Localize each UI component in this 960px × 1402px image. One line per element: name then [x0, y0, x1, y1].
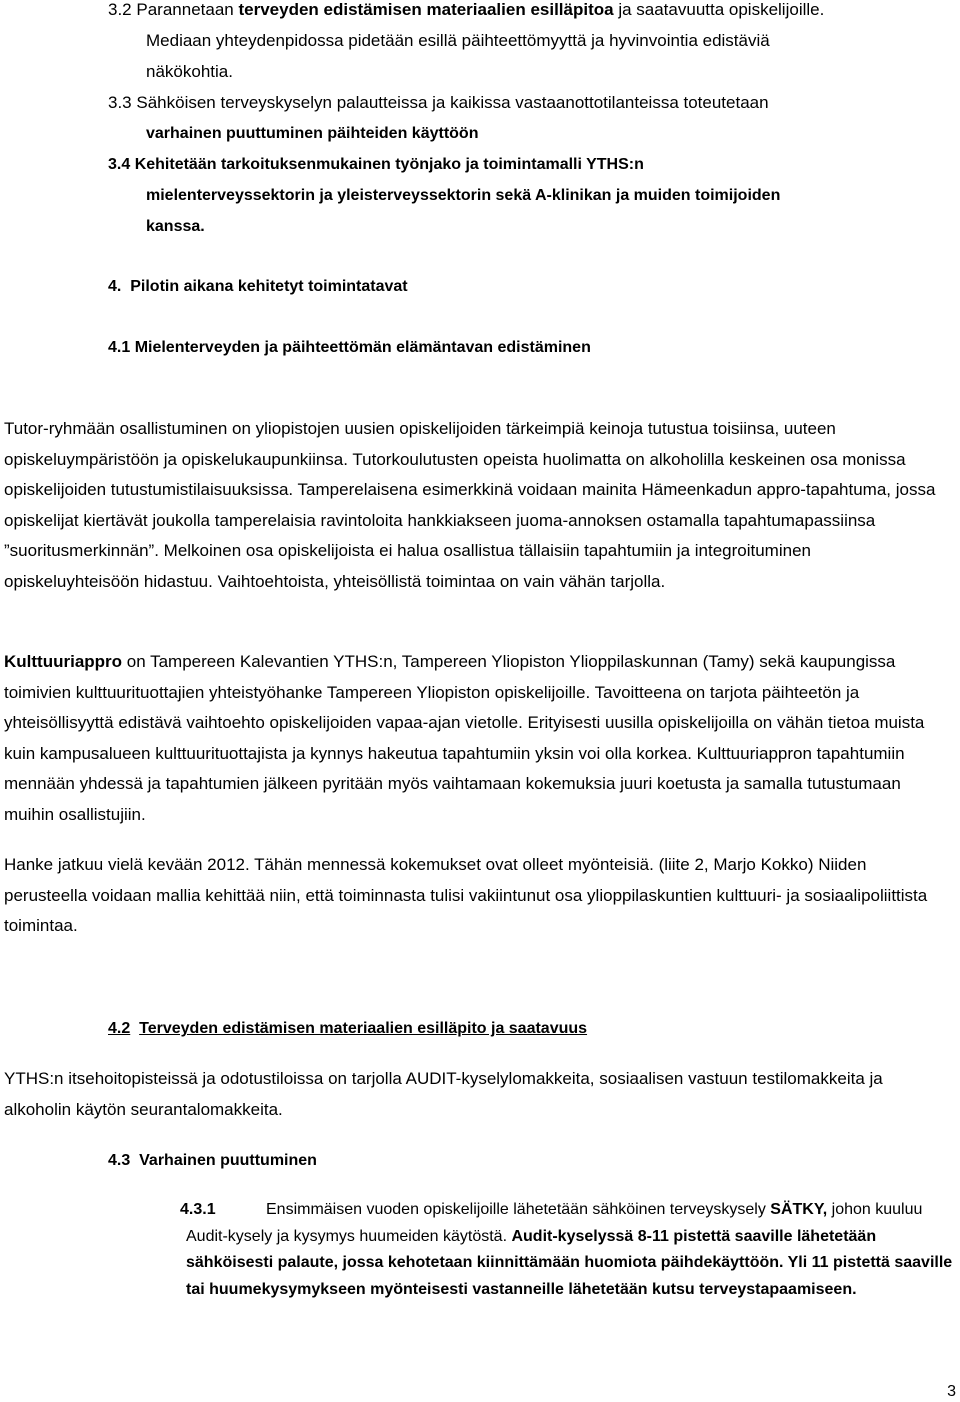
list-text: Kehitetään tarkoituksenmukainen työnjako ja toimintamalli YTHS:n — [134, 156, 644, 173]
subsection-number: 4.3.1 — [180, 1201, 216, 1218]
list-item-3-2-line2: Mediaan yhteydenpidossa pidetään esillä päihteettömyyttä ja hyvinvointia edistäviä — [146, 31, 770, 50]
section-title: Pilotin aikana kehitetyt toimintatavat — [130, 278, 408, 295]
list-item-3-3-line2: varhainen puuttuminen päihteiden käyttöön — [146, 125, 479, 142]
list-item-3-2-line3: näkökohtia. — [146, 62, 233, 81]
section-number: 4.2 — [108, 1020, 131, 1037]
list-text: Sähköisen terveyskyselyn palautteissa ja kaikissa vastaanottotilanteissa toteutetaan — [136, 93, 769, 112]
page-number: 3 — [947, 1383, 956, 1400]
list-text: ja saatavuutta opiskelijoille. — [613, 0, 825, 19]
paragraph-tutor: Tutor-ryhmään osallistuminen on yliopistojen uusien opiskelijoiden tärkeimpiä keinoja tutustua toisiinsa, uuteen opiskeluympäristöön ja opiskelukaupunkiinsa. Tutorkoulutusten opeista huolimatta on alkoholilla keskeinen osa monissa opiskelijoiden tutustumistilaisuuksissa. Tamperelaisena esimerkkinä voidaan mainita Hämeenkadun appro-tapahtuma, jossa opiskelijat kiertävät joukolla tamperelaisia ravintoloita hankkiakseen juoma-annoksen ostamalla tapahtumapassiinsa ”suoritusmerkinnän”. Melkoinen osa opiskelijoista ei halua osallistua tällaisiin tapahtumiin ja integroituminen opiskeluyhteisöön hidastuu. Vaihtoehtoista, yhteisöllistä toimintaa on vain vähän tarjolla. — [4, 419, 936, 591]
section-number: 4.3 — [108, 1152, 131, 1169]
section-title: Varhainen puuttuminen — [139, 1152, 317, 1169]
section-number: 4. — [108, 278, 122, 295]
subsection-4-3-1-text — [186, 1197, 956, 1303]
sub-text: johon kuuluu Audit-kysely ja kysymys huumeiden käytöstä. — [186, 1201, 923, 1245]
paragraph-kulttuuriappro — [4, 647, 950, 830]
paragraph-hanke: Hanke jatkuu vielä kevään 2012. Tähän mennessä kokemukset ovat olleet myönteisiä. (liite 2, Marjo Kokko) Niiden perusteella voidaan mallia kehittää niin, että toiminnasta tulisi vakiintunut osa ylioppilaskuntien kulttuuri- ja sosiaalipoliittista toimintaa. — [4, 855, 928, 935]
kulttuuriappro-bold: Kulttuuriappro — [4, 652, 123, 671]
section-4-3-heading — [108, 1151, 317, 1171]
section-4-2-heading — [108, 1019, 587, 1039]
list-text-bold: terveyden edistämisen materiaalien esilläpitoa — [238, 0, 614, 19]
list-item-3-4 — [108, 155, 644, 175]
section-title: Terveyden edistämisen materiaalien esilläpito ja saatavuus — [139, 1020, 588, 1037]
list-number: 3.2 — [108, 0, 132, 19]
audit-bold: Audit-kyselyssä 8-11 pistettä saaville lähetetään sähköisesti palaute, jossa kehotetaan kiinnittämään huomiota päihdekäyttöön. Yli 11 pistettä saaville tai huumekysymykseen myönteisesti vastanneille lähetetään kutsu terveystapaamiseen. — [186, 1227, 953, 1298]
list-text: Parannetaan — [136, 0, 239, 19]
list-number: 3.3 — [108, 93, 132, 112]
list-item-3-4-line2: mielenterveyssektorin ja yleisterveyssektorin sekä A-klinikan ja muiden toimijoiden — [146, 187, 781, 204]
paragraph-text: on Tampereen Kalevantien YTHS:n, Tampereen Yliopiston Ylioppilaskunnan (Tamy) sekä kaupungissa toimivien kulttuurituottajien yhteistyöhanke Tampereen Yliopiston opiskelijoille. Tavoitteena on tarjota päihteetön ja yhteisöllisyyttä edistävä vaihtoehto opiskelijoiden vapaa-ajan vietolle. Erityisesti uusilla opiskelijoilla on vähän tietoa muista kuin kampusalueen kulttuurituottajista ja kynnys hakeutua tapahtumiin yksin voi olla korkea. Kulttuuriappron tapahtumiin mennään yhdessä ja tapahtumien jälkeen pyritään myös vaihtamaan kokemuksia juuri koetusta ja samalla tutustumaan muihin osallistujiin. — [4, 652, 925, 824]
section-4-heading — [108, 277, 408, 297]
section-4-1-heading: 4.1 Mielenterveyden ja päihteettömän elämäntavan edistäminen — [108, 339, 591, 356]
sub-text: Ensimmäisen vuoden opiskelijoille lähetetään sähköinen terveyskysely — [266, 1201, 771, 1218]
list-item-3-3 — [108, 93, 769, 113]
list-number: 3.4 — [108, 156, 131, 173]
list-item-3-4-line3: kanssa. — [146, 218, 205, 235]
paragraph-materiaalit: YTHS:n itsehoitopisteissä ja odotustiloissa on tarjolla AUDIT-kyselylomakkeita, sosiaalisen vastuun testilomakkeita ja alkoholin käytön seurantalomakkeita. — [4, 1069, 883, 1119]
list-item-3-2 — [108, 0, 824, 20]
satky-bold: SÄTKY, — [770, 1201, 828, 1218]
